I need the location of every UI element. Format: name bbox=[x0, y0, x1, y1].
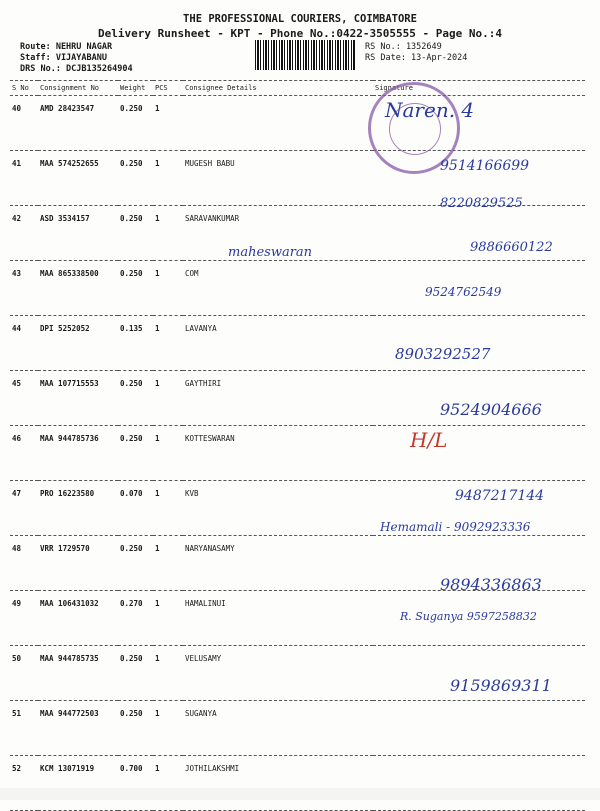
col-consignment: Consignment No bbox=[38, 81, 118, 96]
page-footer bbox=[0, 788, 600, 800]
weight-cell: 0.250 bbox=[118, 646, 153, 701]
table-row bbox=[10, 316, 585, 371]
weight-cell: 0.700 bbox=[118, 756, 153, 811]
consignee-cell: COM bbox=[183, 261, 373, 316]
company-title: THE PROFESSIONAL COURIERS, COIMBATORE bbox=[183, 13, 417, 25]
pcs-cell: 1 bbox=[153, 206, 183, 261]
pcs-cell: 1 bbox=[153, 316, 183, 371]
consignee-cell: MUGESH BABU bbox=[183, 151, 373, 206]
drs-label: DRS No.: DCJB135264904 bbox=[20, 64, 133, 74]
consignment-cell: MAA 107715553 bbox=[38, 371, 118, 426]
handwritten-signature: 9524904666 bbox=[440, 400, 542, 419]
consignee-cell bbox=[183, 96, 373, 151]
handwritten-signature: 9487217144 bbox=[455, 488, 545, 504]
weight-cell: 0.070 bbox=[118, 481, 153, 536]
consignee-cell: KVB bbox=[183, 481, 373, 536]
handwritten-signature: R. Suganya 9597258832 bbox=[400, 610, 537, 623]
sno-cell: 40 bbox=[10, 96, 38, 151]
handwritten-signature: 8903292527 bbox=[395, 345, 491, 363]
sno-cell: 51 bbox=[10, 701, 38, 756]
barcode bbox=[255, 40, 355, 70]
consignee-cell: SUGANYA bbox=[183, 701, 373, 756]
handwritten-signature: Naren. 4 bbox=[385, 98, 475, 122]
consignment-cell: MAA 944785736 bbox=[38, 426, 118, 481]
consignment-cell: MAA 106431032 bbox=[38, 591, 118, 646]
sno-cell: 43 bbox=[10, 261, 38, 316]
handwritten-signature: 9159869311 bbox=[450, 676, 552, 695]
weight-cell: 0.250 bbox=[118, 536, 153, 591]
weight-cell: 0.270 bbox=[118, 591, 153, 646]
consignee-cell: KOTTESWARAN bbox=[183, 426, 373, 481]
consignment-cell: DPI 5252052 bbox=[38, 316, 118, 371]
runsheet-table bbox=[10, 80, 585, 811]
sno-cell: 44 bbox=[10, 316, 38, 371]
runsheet-subtitle: Delivery Runsheet - KPT - Phone No.:0422-3505555 - Page No.:4 bbox=[98, 27, 502, 40]
consignment-cell: MAA 944772503 bbox=[38, 701, 118, 756]
sno-cell: 52 bbox=[10, 756, 38, 811]
consignment-cell: MAA 574252655 bbox=[38, 151, 118, 206]
table-row bbox=[10, 426, 585, 481]
consignment-cell: VRR 1729570 bbox=[38, 536, 118, 591]
table-row bbox=[10, 96, 585, 151]
handwritten-note: maheswaran bbox=[228, 245, 313, 260]
consignment-cell: AMD 28423547 bbox=[38, 96, 118, 151]
sno-cell: 47 bbox=[10, 481, 38, 536]
handwritten-signature: 9524762549 bbox=[425, 285, 502, 299]
consignee-cell: NARYANASAMY bbox=[183, 536, 373, 591]
pcs-cell: 1 bbox=[153, 591, 183, 646]
col-sno: S No bbox=[10, 81, 38, 96]
pcs-cell: 1 bbox=[153, 261, 183, 316]
weight-cell: 0.250 bbox=[118, 261, 153, 316]
consignment-cell: ASD 3534157 bbox=[38, 206, 118, 261]
col-consignee: Consignee Details bbox=[183, 81, 373, 96]
handwritten-signature: 9514166699 bbox=[440, 158, 530, 174]
weight-cell: 0.250 bbox=[118, 206, 153, 261]
consignee-cell: LAVANYA bbox=[183, 316, 373, 371]
pcs-cell: 1 bbox=[153, 701, 183, 756]
weight-cell: 0.250 bbox=[118, 96, 153, 151]
route-label: Route: NEHRU NAGAR bbox=[20, 42, 113, 52]
weight-cell: 0.250 bbox=[118, 426, 153, 481]
sno-cell: 45 bbox=[10, 371, 38, 426]
consignee-cell: GAYTHIRI bbox=[183, 371, 373, 426]
sno-cell: 42 bbox=[10, 206, 38, 261]
consignee-cell: VELUSAMY bbox=[183, 646, 373, 701]
staff-label: Staff: VIJAYABANU bbox=[20, 53, 107, 63]
weight-cell: 0.135 bbox=[118, 316, 153, 371]
handwritten-signature: 9886660122 bbox=[470, 240, 553, 255]
consignment-cell: KCM 13071919 bbox=[38, 756, 118, 811]
pcs-cell: 1 bbox=[153, 756, 183, 811]
rs-date: RS Date: 13-Apr-2024 bbox=[365, 53, 468, 63]
pcs-cell: 1 bbox=[153, 536, 183, 591]
signature-cell bbox=[373, 756, 585, 811]
table-row bbox=[10, 701, 585, 756]
consignment-cell: MAA 865338500 bbox=[38, 261, 118, 316]
pcs-cell: 1 bbox=[153, 96, 183, 151]
handwritten-signature: Hemamali - 9092923336 bbox=[380, 520, 531, 534]
weight-cell: 0.250 bbox=[118, 151, 153, 206]
weight-cell: 0.250 bbox=[118, 701, 153, 756]
pcs-cell: 1 bbox=[153, 426, 183, 481]
pcs-cell: 1 bbox=[153, 371, 183, 426]
handwritten-signature: H/L bbox=[410, 428, 448, 452]
sno-cell: 49 bbox=[10, 591, 38, 646]
rs-number: RS No.: 1352649 bbox=[365, 42, 442, 52]
sno-cell: 48 bbox=[10, 536, 38, 591]
col-signature: Signature bbox=[373, 81, 585, 96]
col-pcs: PCS bbox=[153, 81, 183, 96]
weight-cell: 0.250 bbox=[118, 371, 153, 426]
table-header bbox=[10, 81, 585, 96]
consignee-cell: JOTHILAKSHMI bbox=[183, 756, 373, 811]
col-weight: Weight bbox=[118, 81, 153, 96]
sno-cell: 50 bbox=[10, 646, 38, 701]
signature-cell bbox=[373, 426, 585, 481]
pcs-cell: 1 bbox=[153, 151, 183, 206]
consignment-cell: PRO 16223580 bbox=[38, 481, 118, 536]
table-row bbox=[10, 756, 585, 811]
sno-cell: 46 bbox=[10, 426, 38, 481]
sno-cell: 41 bbox=[10, 151, 38, 206]
consignee-cell: HAMALINUI bbox=[183, 591, 373, 646]
consignee-cell: SARAVANKUMAR bbox=[183, 206, 373, 261]
handwritten-signature: 9894336863 bbox=[440, 575, 542, 594]
handwritten-signature: 8220829525 bbox=[440, 196, 523, 211]
pcs-cell: 1 bbox=[153, 481, 183, 536]
signature-cell bbox=[373, 701, 585, 756]
pcs-cell: 1 bbox=[153, 646, 183, 701]
consignment-cell: MAA 944785735 bbox=[38, 646, 118, 701]
